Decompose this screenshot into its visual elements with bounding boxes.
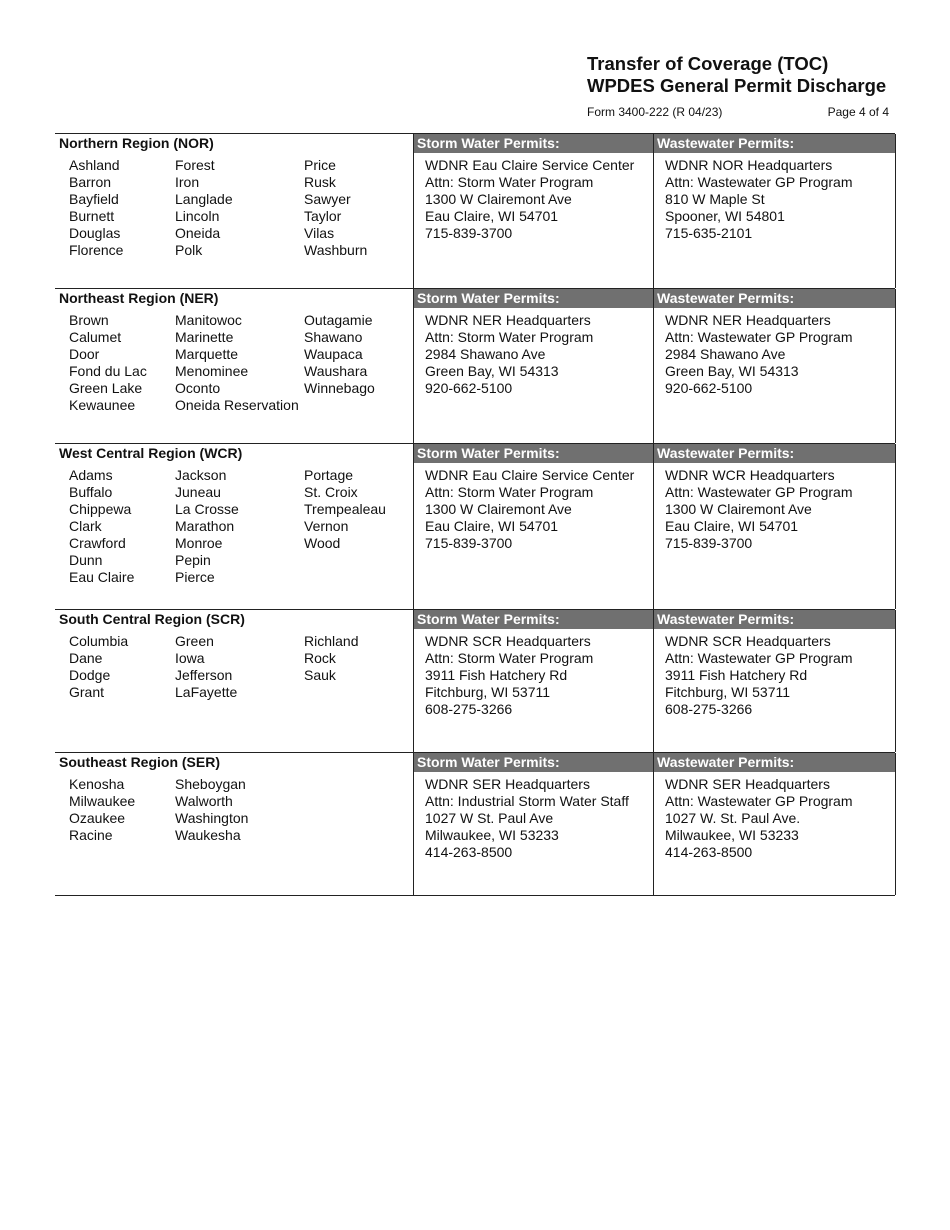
county-name: Marathon	[175, 518, 235, 534]
county-name: Washington	[175, 810, 249, 826]
county-column	[69, 467, 134, 586]
storm-water-permits-address	[414, 308, 654, 397]
county-name: Price	[304, 157, 336, 173]
county-name: Jefferson	[175, 667, 233, 683]
region-counties-column	[55, 289, 413, 443]
region-name: Northern Region (NOR)	[59, 135, 214, 151]
storm-water-permits-header: Storm Water Permits:	[414, 289, 654, 308]
county-name: Iron	[175, 174, 200, 190]
form-title-line-1: Transfer of Coverage (TOC)	[587, 53, 829, 74]
wastewater-permits-column	[653, 610, 896, 752]
county-name: Bayfield	[69, 191, 119, 207]
region-table	[55, 133, 895, 896]
region-name: South Central Region (SCR)	[59, 611, 245, 627]
region-name: West Central Region (WCR)	[59, 445, 243, 461]
county-name: Menominee	[175, 363, 249, 379]
region-counties-column	[55, 610, 413, 752]
county-name: Burnett	[69, 208, 115, 224]
county-name: Marquette	[175, 346, 239, 362]
county-name: Crawford	[69, 535, 126, 551]
form-title-line-2: WPDES General Permit Discharge	[587, 75, 887, 96]
address-line: WDNR Eau Claire Service Center	[425, 467, 635, 483]
address-line: Green Bay, WI 54313	[425, 363, 559, 379]
county-name: Forest	[175, 157, 215, 173]
address-line: WDNR SER Headquarters	[425, 776, 590, 792]
county-column	[69, 776, 135, 844]
address-line: 920-662-5100	[425, 380, 513, 396]
county-name: Vernon	[304, 518, 349, 534]
region-block	[55, 289, 895, 444]
address-line: 715-839-3700	[425, 225, 513, 241]
county-name: Shawano	[304, 329, 363, 345]
address-line: Attn: Wastewater GP Program	[665, 650, 853, 666]
form-header	[587, 53, 889, 121]
wastewater-permits-column	[653, 444, 896, 609]
storm-water-permits-address	[414, 772, 654, 861]
region-block	[55, 753, 895, 896]
county-name: Door	[69, 346, 100, 362]
storm-water-permits-column	[413, 134, 654, 288]
address-line: Eau Claire, WI 54701	[665, 518, 799, 534]
address-line: 715-839-3700	[665, 535, 753, 551]
address-line: 1027 W. St. Paul Ave.	[665, 810, 801, 826]
region-block	[55, 610, 895, 753]
storm-water-permits-header: Storm Water Permits:	[414, 134, 654, 153]
wastewater-permits-column	[653, 753, 896, 895]
storm-water-permits-header: Storm Water Permits:	[414, 610, 654, 629]
storm-water-permits-column	[413, 444, 654, 609]
address-line: WDNR SCR Headquarters	[665, 633, 831, 649]
county-column	[304, 467, 386, 552]
county-name: Kewaunee	[69, 397, 136, 413]
form-info-line	[587, 105, 889, 121]
address-line: WDNR Eau Claire Service Center	[425, 157, 635, 173]
county-name: Pepin	[175, 552, 211, 568]
county-name: Rusk	[304, 174, 336, 190]
address-line: 1300 W Clairemont Ave	[665, 501, 812, 517]
wastewater-permits-header: Wastewater Permits:	[654, 610, 895, 629]
address-line: Spooner, WI 54801	[665, 208, 785, 224]
wastewater-permits-address	[654, 153, 895, 242]
county-name: La Crosse	[175, 501, 239, 517]
county-name: Calumet	[69, 329, 122, 345]
address-line: WDNR NER Headquarters	[665, 312, 831, 328]
county-name: Ashland	[69, 157, 120, 173]
county-name: Clark	[69, 518, 102, 534]
county-name: Waukesha	[175, 827, 241, 843]
address-line: Attn: Wastewater GP Program	[665, 793, 853, 809]
county-column	[175, 776, 248, 844]
county-name: Dane	[69, 650, 103, 666]
county-column	[69, 633, 128, 701]
address-line: 608-275-3266	[425, 701, 513, 717]
county-name: Fond du Lac	[69, 363, 147, 379]
storm-water-permits-column	[413, 289, 654, 443]
county-column	[175, 467, 239, 586]
county-name: Portage	[304, 467, 354, 483]
address-line: 1300 W Clairemont Ave	[425, 191, 572, 207]
storm-water-permits-address	[414, 153, 654, 242]
address-line: 3911 Fish Hatchery Rd	[425, 667, 568, 683]
address-line: 1300 W Clairemont Ave	[425, 501, 572, 517]
address-line: 810 W Maple St	[665, 191, 765, 207]
county-name: LaFayette	[175, 684, 238, 700]
address-line: 920-662-5100	[665, 380, 753, 396]
county-name: Green Lake	[69, 380, 143, 396]
county-name: Washburn	[304, 242, 368, 258]
wastewater-permits-column	[653, 134, 896, 288]
county-name: Taylor	[304, 208, 342, 224]
county-name: Winnebago	[304, 380, 375, 396]
county-name: Barron	[69, 174, 112, 190]
county-name: Chippewa	[69, 501, 132, 517]
storm-water-permits-column	[413, 610, 654, 752]
county-name: St. Croix	[304, 484, 358, 500]
wastewater-permits-header: Wastewater Permits:	[654, 134, 895, 153]
form-number: Form 3400-222 (R 04/23)	[587, 105, 723, 119]
address-line: Eau Claire, WI 54701	[425, 208, 559, 224]
address-line: WDNR NOR Headquarters	[665, 157, 833, 173]
county-name: Milwaukee	[69, 793, 136, 809]
wastewater-permits-address	[654, 772, 895, 861]
county-column	[304, 633, 358, 684]
storm-water-permits-column	[413, 753, 654, 895]
region-name: Southeast Region (SER)	[59, 754, 221, 770]
county-column	[69, 157, 123, 259]
region-block	[55, 444, 895, 610]
storm-water-permits-address	[414, 463, 654, 552]
county-name: Eau Claire	[69, 569, 135, 585]
address-line: 715-635-2101	[665, 225, 753, 241]
region-counties-column	[55, 134, 413, 288]
county-name: Douglas	[69, 225, 121, 241]
address-line: 414-263-8500	[665, 844, 753, 860]
wastewater-permits-column	[653, 289, 896, 443]
address-line: Attn: Storm Water Program	[425, 329, 594, 345]
county-name: Waupaca	[304, 346, 363, 362]
wastewater-permits-address	[654, 629, 895, 718]
address-line: Attn: Storm Water Program	[425, 174, 594, 190]
county-name: Walworth	[175, 793, 233, 809]
county-name: Iowa	[175, 650, 205, 666]
address-line: 608-275-3266	[665, 701, 753, 717]
county-name: Adams	[69, 467, 113, 483]
page-number: Page 4 of 4	[827, 105, 889, 119]
county-name: Vilas	[304, 225, 335, 241]
address-line: Attn: Storm Water Program	[425, 484, 594, 500]
wastewater-permits-address	[654, 308, 895, 397]
address-line: Attn: Industrial Storm Water Staff	[425, 793, 629, 809]
county-name: Brown	[69, 312, 109, 328]
county-name: Marinette	[175, 329, 234, 345]
address-line: Eau Claire, WI 54701	[425, 518, 559, 534]
county-name: Lincoln	[175, 208, 220, 224]
county-name: Langlade	[175, 191, 233, 207]
county-name: Pierce	[175, 569, 215, 585]
county-name: Dodge	[69, 667, 111, 683]
address-line: 1027 W St. Paul Ave	[425, 810, 554, 826]
county-column	[69, 312, 147, 414]
county-name: Trempealeau	[304, 501, 386, 517]
county-column	[175, 312, 299, 414]
region-block	[55, 133, 895, 289]
county-name: Polk	[175, 242, 203, 258]
wastewater-permits-address	[654, 463, 895, 552]
county-name: Waushara	[304, 363, 368, 379]
address-line: WDNR WCR Headquarters	[665, 467, 835, 483]
address-line: Attn: Wastewater GP Program	[665, 329, 853, 345]
address-line: Milwaukee, WI 53233	[425, 827, 559, 843]
address-line: Fitchburg, WI 53711	[425, 684, 551, 700]
wastewater-permits-header: Wastewater Permits:	[654, 289, 895, 308]
address-line: Attn: Wastewater GP Program	[665, 484, 853, 500]
wastewater-permits-header: Wastewater Permits:	[654, 753, 895, 772]
county-name: Sawyer	[304, 191, 351, 207]
region-counties-column	[55, 753, 413, 895]
address-line: 3911 Fish Hatchery Rd	[665, 667, 808, 683]
address-line: 2984 Shawano Ave	[665, 346, 786, 362]
county-name: Oneida Reservation	[175, 397, 299, 413]
county-name: Sauk	[304, 667, 336, 683]
county-name: Juneau	[175, 484, 221, 500]
address-line: WDNR SER Headquarters	[665, 776, 830, 792]
county-name: Manitowoc	[175, 312, 242, 328]
address-line: WDNR NER Headquarters	[425, 312, 591, 328]
storm-water-permits-header: Storm Water Permits:	[414, 753, 654, 772]
county-name: Oconto	[175, 380, 221, 396]
address-line: 715-839-3700	[425, 535, 513, 551]
address-line: Green Bay, WI 54313	[665, 363, 799, 379]
region-counties-column	[55, 444, 413, 609]
storm-water-permits-address	[414, 629, 654, 718]
county-name: Racine	[69, 827, 113, 843]
county-column	[304, 312, 375, 397]
county-column	[175, 633, 237, 701]
county-name: Florence	[69, 242, 124, 258]
county-column	[304, 157, 367, 259]
county-name: Grant	[69, 684, 105, 700]
county-name: Green	[175, 633, 214, 649]
address-line: Attn: Wastewater GP Program	[665, 174, 853, 190]
region-name: Northeast Region (NER)	[59, 290, 219, 306]
county-name: Oneida	[175, 225, 221, 241]
county-name: Columbia	[69, 633, 129, 649]
county-name: Sheboygan	[175, 776, 246, 792]
address-line: Attn: Storm Water Program	[425, 650, 594, 666]
county-name: Outagamie	[304, 312, 373, 328]
county-name: Buffalo	[69, 484, 113, 500]
county-name: Jackson	[175, 467, 227, 483]
county-name: Monroe	[175, 535, 223, 551]
address-line: WDNR SCR Headquarters	[425, 633, 591, 649]
county-name: Rock	[304, 650, 336, 666]
address-line: Milwaukee, WI 53233	[665, 827, 799, 843]
address-line: 414-263-8500	[425, 844, 513, 860]
county-name: Dunn	[69, 552, 103, 568]
county-name: Kenosha	[69, 776, 125, 792]
address-line: 2984 Shawano Ave	[425, 346, 546, 362]
storm-water-permits-header: Storm Water Permits:	[414, 444, 654, 463]
address-line: Fitchburg, WI 53711	[665, 684, 791, 700]
county-name: Ozaukee	[69, 810, 126, 826]
county-name: Wood	[304, 535, 341, 551]
county-column	[175, 157, 233, 259]
wastewater-permits-header: Wastewater Permits:	[654, 444, 895, 463]
county-name: Richland	[304, 633, 359, 649]
